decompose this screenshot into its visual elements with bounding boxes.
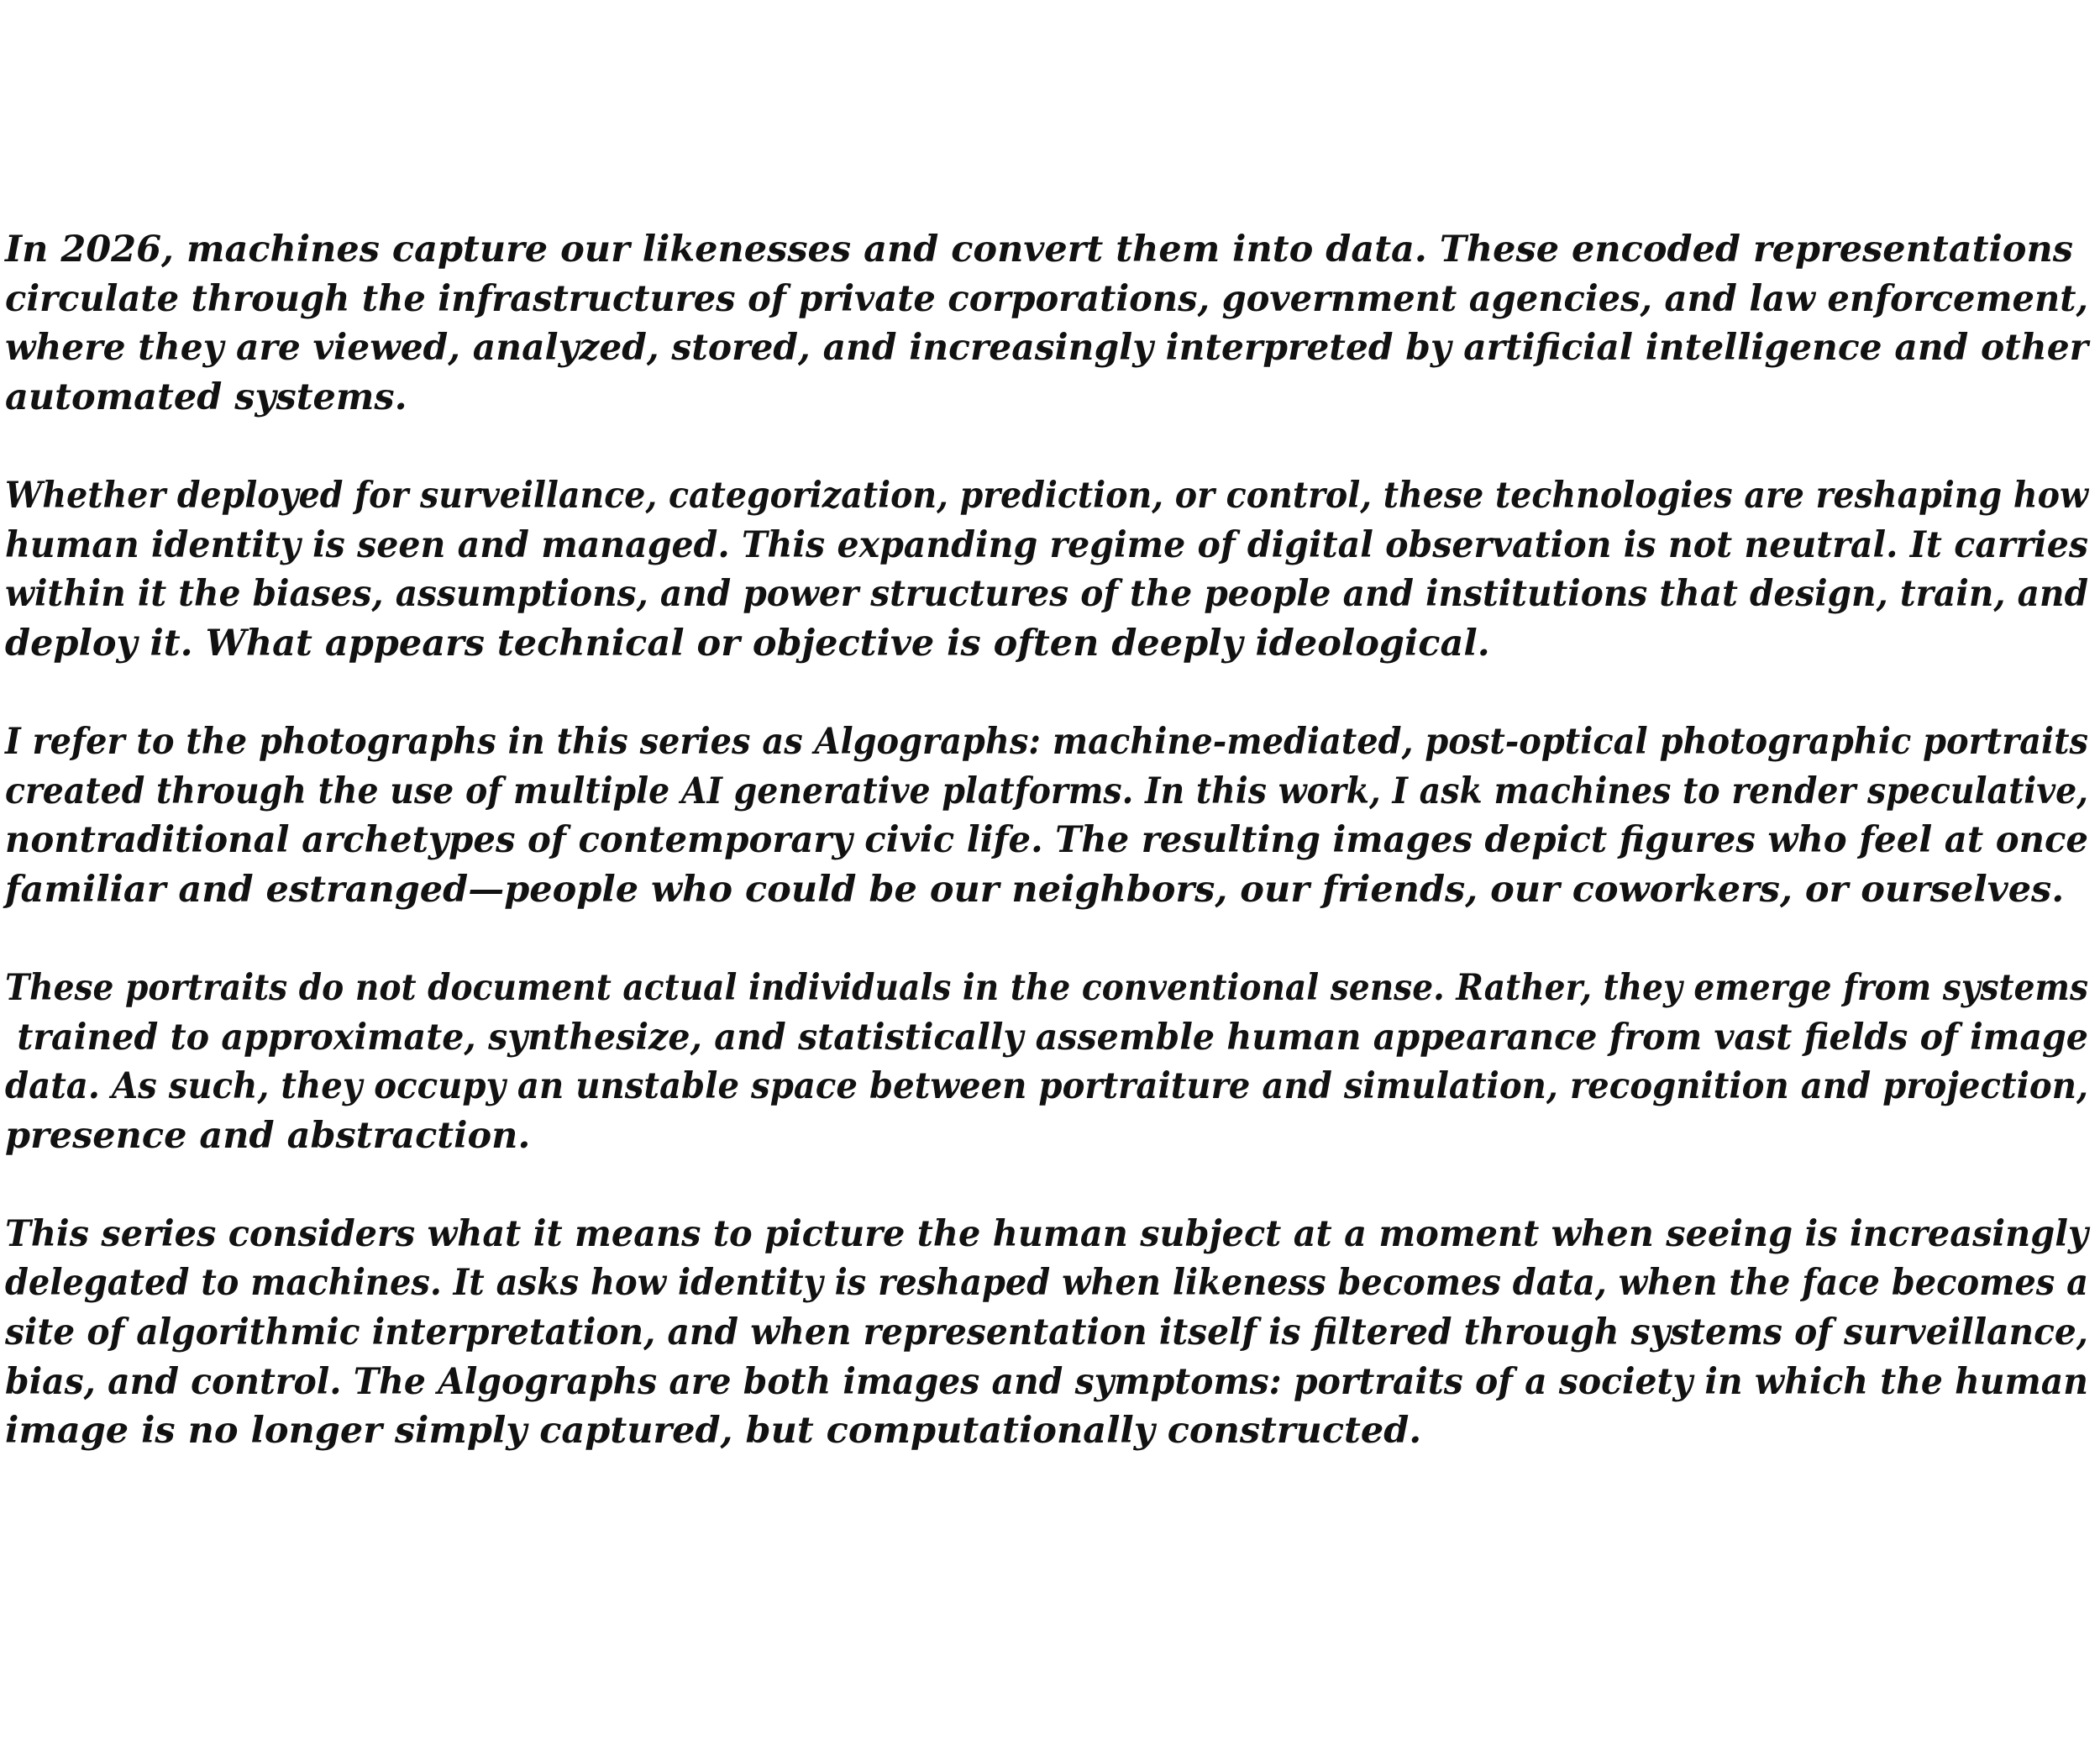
text-line: This series considers what it means to picture the human subject at a moment when seeing is increasingly (5, 1212, 2088, 1255)
text-line: nontraditional archetypes of contemporary civic life. The resulting images depict figures who feel at once (5, 819, 2088, 862)
text-line: site of algorithmic interpretation, and when representation itself is filtered through systems of surveillance, (5, 1311, 2088, 1354)
text-line: deploy it. What appears technical or objective is often deeply ideological. (5, 622, 1490, 665)
text-line: automated systems. (5, 376, 407, 418)
text-line: delegated to machines. It asks how identity is reshaped when likeness becomes data, when the face becomes a (5, 1262, 2088, 1305)
text-line: image is no longer simply captured, but computationally constructed. (5, 1410, 1422, 1453)
statement-paragraph-2 (5, 471, 2100, 668)
text-line: These portraits do not document actual individuals in the conventional sense. Rather, they emerge from systems (5, 966, 2088, 1009)
text-line: human identity is seen and managed. This expanding regime of digital observation is not neutral. It carries (5, 523, 2088, 566)
text-line: within it the biases, assumptions, and power structures of the people and institutions that design, train, and (5, 573, 2088, 616)
text-line: created through the use of multiple AI generative platforms. In this work, I ask machines to render speculative, (5, 770, 2088, 812)
text-line: trained to approximate, synthesize, and statistically assemble human appearance from vast fields of image (5, 1016, 2088, 1059)
text-line: circulate through the infrastructures of private corporations, government agencies, and law enforcement, (5, 277, 2088, 320)
artist-statement (5, 225, 2100, 1505)
text-line: familiar and estranged—people who could be our neighbors, our friends, our coworkers, or ourselves. (5, 868, 2065, 911)
statement-paragraph-5 (5, 1210, 2100, 1456)
text-line: where they are viewed, analyzed, stored, and increasingly interpreted by artificial intelligence and other (5, 327, 2088, 370)
text-line: presence and abstraction. (5, 1114, 531, 1157)
statement-paragraph-4 (5, 964, 2100, 1160)
text-line: Whether deployed for surveillance, categorization, prediction, or control, these technologies are reshaping how (5, 474, 2088, 517)
text-line: In 2026, machines capture our likenesses and convert them into data. These encoded representations (5, 229, 2073, 271)
text-line: bias, and control. The Algographs are both images and symptoms: portraits of a society in which the human (5, 1360, 2088, 1403)
text-line: I refer to the photographs in this series as Algographs: machine-mediated, post-optical photographic portraits (5, 720, 2088, 763)
text-line: data. As such, they occupy an unstable space between portraiture and simulation, recognition and projection, (5, 1065, 2088, 1108)
statement-paragraph-1 (5, 225, 2100, 422)
statement-paragraph-3 (5, 717, 2100, 914)
